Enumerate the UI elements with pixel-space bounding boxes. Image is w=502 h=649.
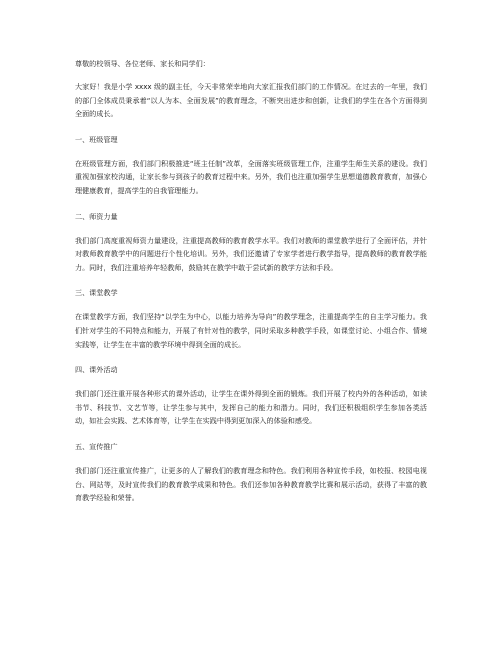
section-heading-classroom-teaching: 三、课堂教学 (75, 288, 118, 298)
section-body-teaching-staff: 我们部门高度重视师资力量建设，注重提高教师的教育教学水平。我们对教师的课堂教学进行了全面评估，并针对教师教育教学中的问题进行个性化培训。另外，我们还邀请了专家学者进行教学指导，提高教师的教育教学能力。同时，我们注重培养年轻教师，鼓励其在教学中敢于尝试新的教学方法和手段。 (75, 235, 427, 272)
intro-paragraph: 大家好！我是小学 xxxx 级的副主任，今天非常荣幸地向大家汇报我们部门的工作情况。在过去的一年里，我们的部门全体成员秉承着“以人为本、全面发展”的教育理念，不断突出进步和创新，让我们的学生在各个方面得到全面的成长。 (75, 82, 427, 119)
section-body-extracurricular: 我们部门还注重开展各种形式的课外活动，让学生在课外得到全面的锻炼。我们开展了校内外的各种活动，如读书节、科技节、文艺节等，让学生参与其中，发挥自己的能力和潜力。同时，我们还积极组织学生参加各类活动，如社会实践、艺术体育等，让学生在实践中得到更加深入的体验和感受。 (75, 389, 427, 426)
greeting-line: 尊敬的校领导、各位老师、家长和同学们： (75, 59, 210, 68)
section-heading-teaching-staff: 二、师资力量 (75, 211, 118, 221)
document-page (75, 58, 427, 505)
section-body-classroom-teaching: 在课堂教学方面，我们坚持“以学生为中心，以能力培养为导向”的教学理念，注重提高学生的自主学习能力。我们针对学生的不同特点和能力，开展了有针对性的教学，同时采取多种教学手段，如课堂讨论、小组合作、情境实践等，让学生在丰富的教学环境中得到全面的成长。 (75, 312, 427, 349)
section-body-class-management: 在班级管理方面，我们部门积极推进“班主任制”改革，全面落实班级管理工作，注重学生师生关系的建设。我们重视加强家校沟通，让家长参与到孩子的教育过程中来。另外，我们也注重加强学生思想道德教育教育，加强心理健康教育，提高学生的自我管理能力。 (75, 158, 427, 195)
section-heading-promotion: 五、宣传推广 (75, 441, 118, 451)
section-heading-extracurricular: 四、课外活动 (75, 365, 118, 375)
section-heading-class-management: 一、班级管理 (75, 134, 118, 144)
section-body-promotion: 我们部门还注重宣传推广，让更多的人了解我们的教育理念和特色。我们利用各种宣传手段，如校报、校园电视台、网站等，及时宣传我们的教育教学成果和特色。我们还参加各种教育教学比赛和展示活动，获得了丰富的教育教学经验和荣誉。 (75, 465, 427, 503)
